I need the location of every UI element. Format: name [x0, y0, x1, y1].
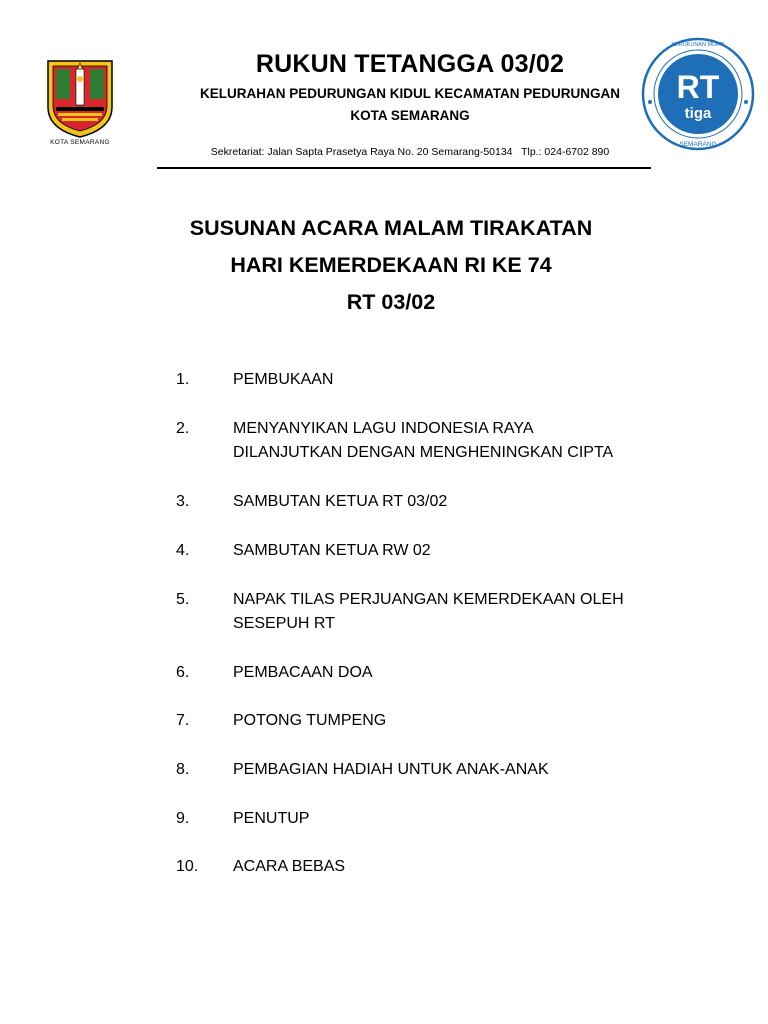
agenda-number: 5. [176, 591, 190, 608]
agenda-text-line2: SESEPUH RT [233, 615, 335, 632]
svg-text:tiga: tiga [684, 105, 712, 122]
agenda-number: 2. [176, 420, 190, 437]
agenda-text: PEMBUKAAN [233, 371, 334, 388]
agenda-number: 6. [176, 664, 190, 681]
agenda-text [233, 588, 713, 636]
document-title-line3: RT 03/02 [346, 290, 436, 314]
svg-text:SEMARANG: SEMARANG [679, 141, 717, 148]
agenda-text-line1: NAPAK TILAS PERJUANGAN KEMERDEKAAN OLEH [233, 591, 624, 608]
agenda-text: PENUTUP [233, 810, 310, 827]
agenda-text: SAMBUTAN KETUA RW 02 [233, 542, 431, 559]
secretariat-address: Sekretariat: Jalan Sapta Prasetya Raya No. 20 Semarang-50134 Tlp.: 024-6702 890 [210, 146, 610, 158]
org-subtitle-line1: KELURAHAN PEDURUNGAN KIDUL KECAMATAN PEDURUNGAN [200, 86, 620, 101]
agenda-number: 3. [176, 493, 190, 510]
rt-tiga-logo [640, 36, 756, 152]
agenda-number: 1. [176, 371, 190, 388]
agenda-text-line2: DILANJUTKAN DENGAN MENGHENINGKAN CIPTA [233, 444, 614, 461]
agenda-text: SAMBUTAN KETUA RT 03/02 [233, 493, 448, 510]
svg-text:RT: RT [676, 69, 720, 105]
header-divider [157, 167, 651, 169]
org-title: RUKUN TETANGGA 03/02 [255, 50, 565, 78]
agenda-text: PEMBACAAN DOA [233, 664, 373, 681]
agenda-number: 7. [176, 712, 190, 729]
org-subtitle-line2: KOTA SEMARANG [350, 108, 470, 123]
rt-tiga-seal-icon [640, 36, 756, 152]
document-title-line2: HARI KEMERDEKAAN RI KE 74 [230, 253, 552, 277]
agenda-number: 4. [176, 542, 190, 559]
agenda-number: 8. [176, 761, 190, 778]
agenda-text: POTONG TUMPENG [233, 712, 387, 729]
kota-semarang-emblem-icon [40, 55, 120, 139]
agenda-number: 10. [176, 858, 199, 875]
agenda-number: 9. [176, 810, 190, 827]
agenda-text [233, 417, 713, 465]
kota-semarang-logo [40, 55, 120, 155]
document-title-line1: SUSUNAN ACARA MALAM TIRAKATAN [189, 216, 593, 240]
emblem-caption: KOTA SEMARANG [50, 139, 110, 146]
agenda-text: PEMBAGIAN HADIAH UNTUK ANAK-ANAK [233, 761, 549, 778]
svg-text:KERUKUNAN MUKTI: KERUKUNAN MUKTI [671, 42, 725, 48]
agenda-text: ACARA BEBAS [233, 858, 346, 875]
document-title [96, 210, 686, 321]
agenda-text-line1: MENYANYIKAN LAGU INDONESIA RAYA [233, 420, 534, 437]
